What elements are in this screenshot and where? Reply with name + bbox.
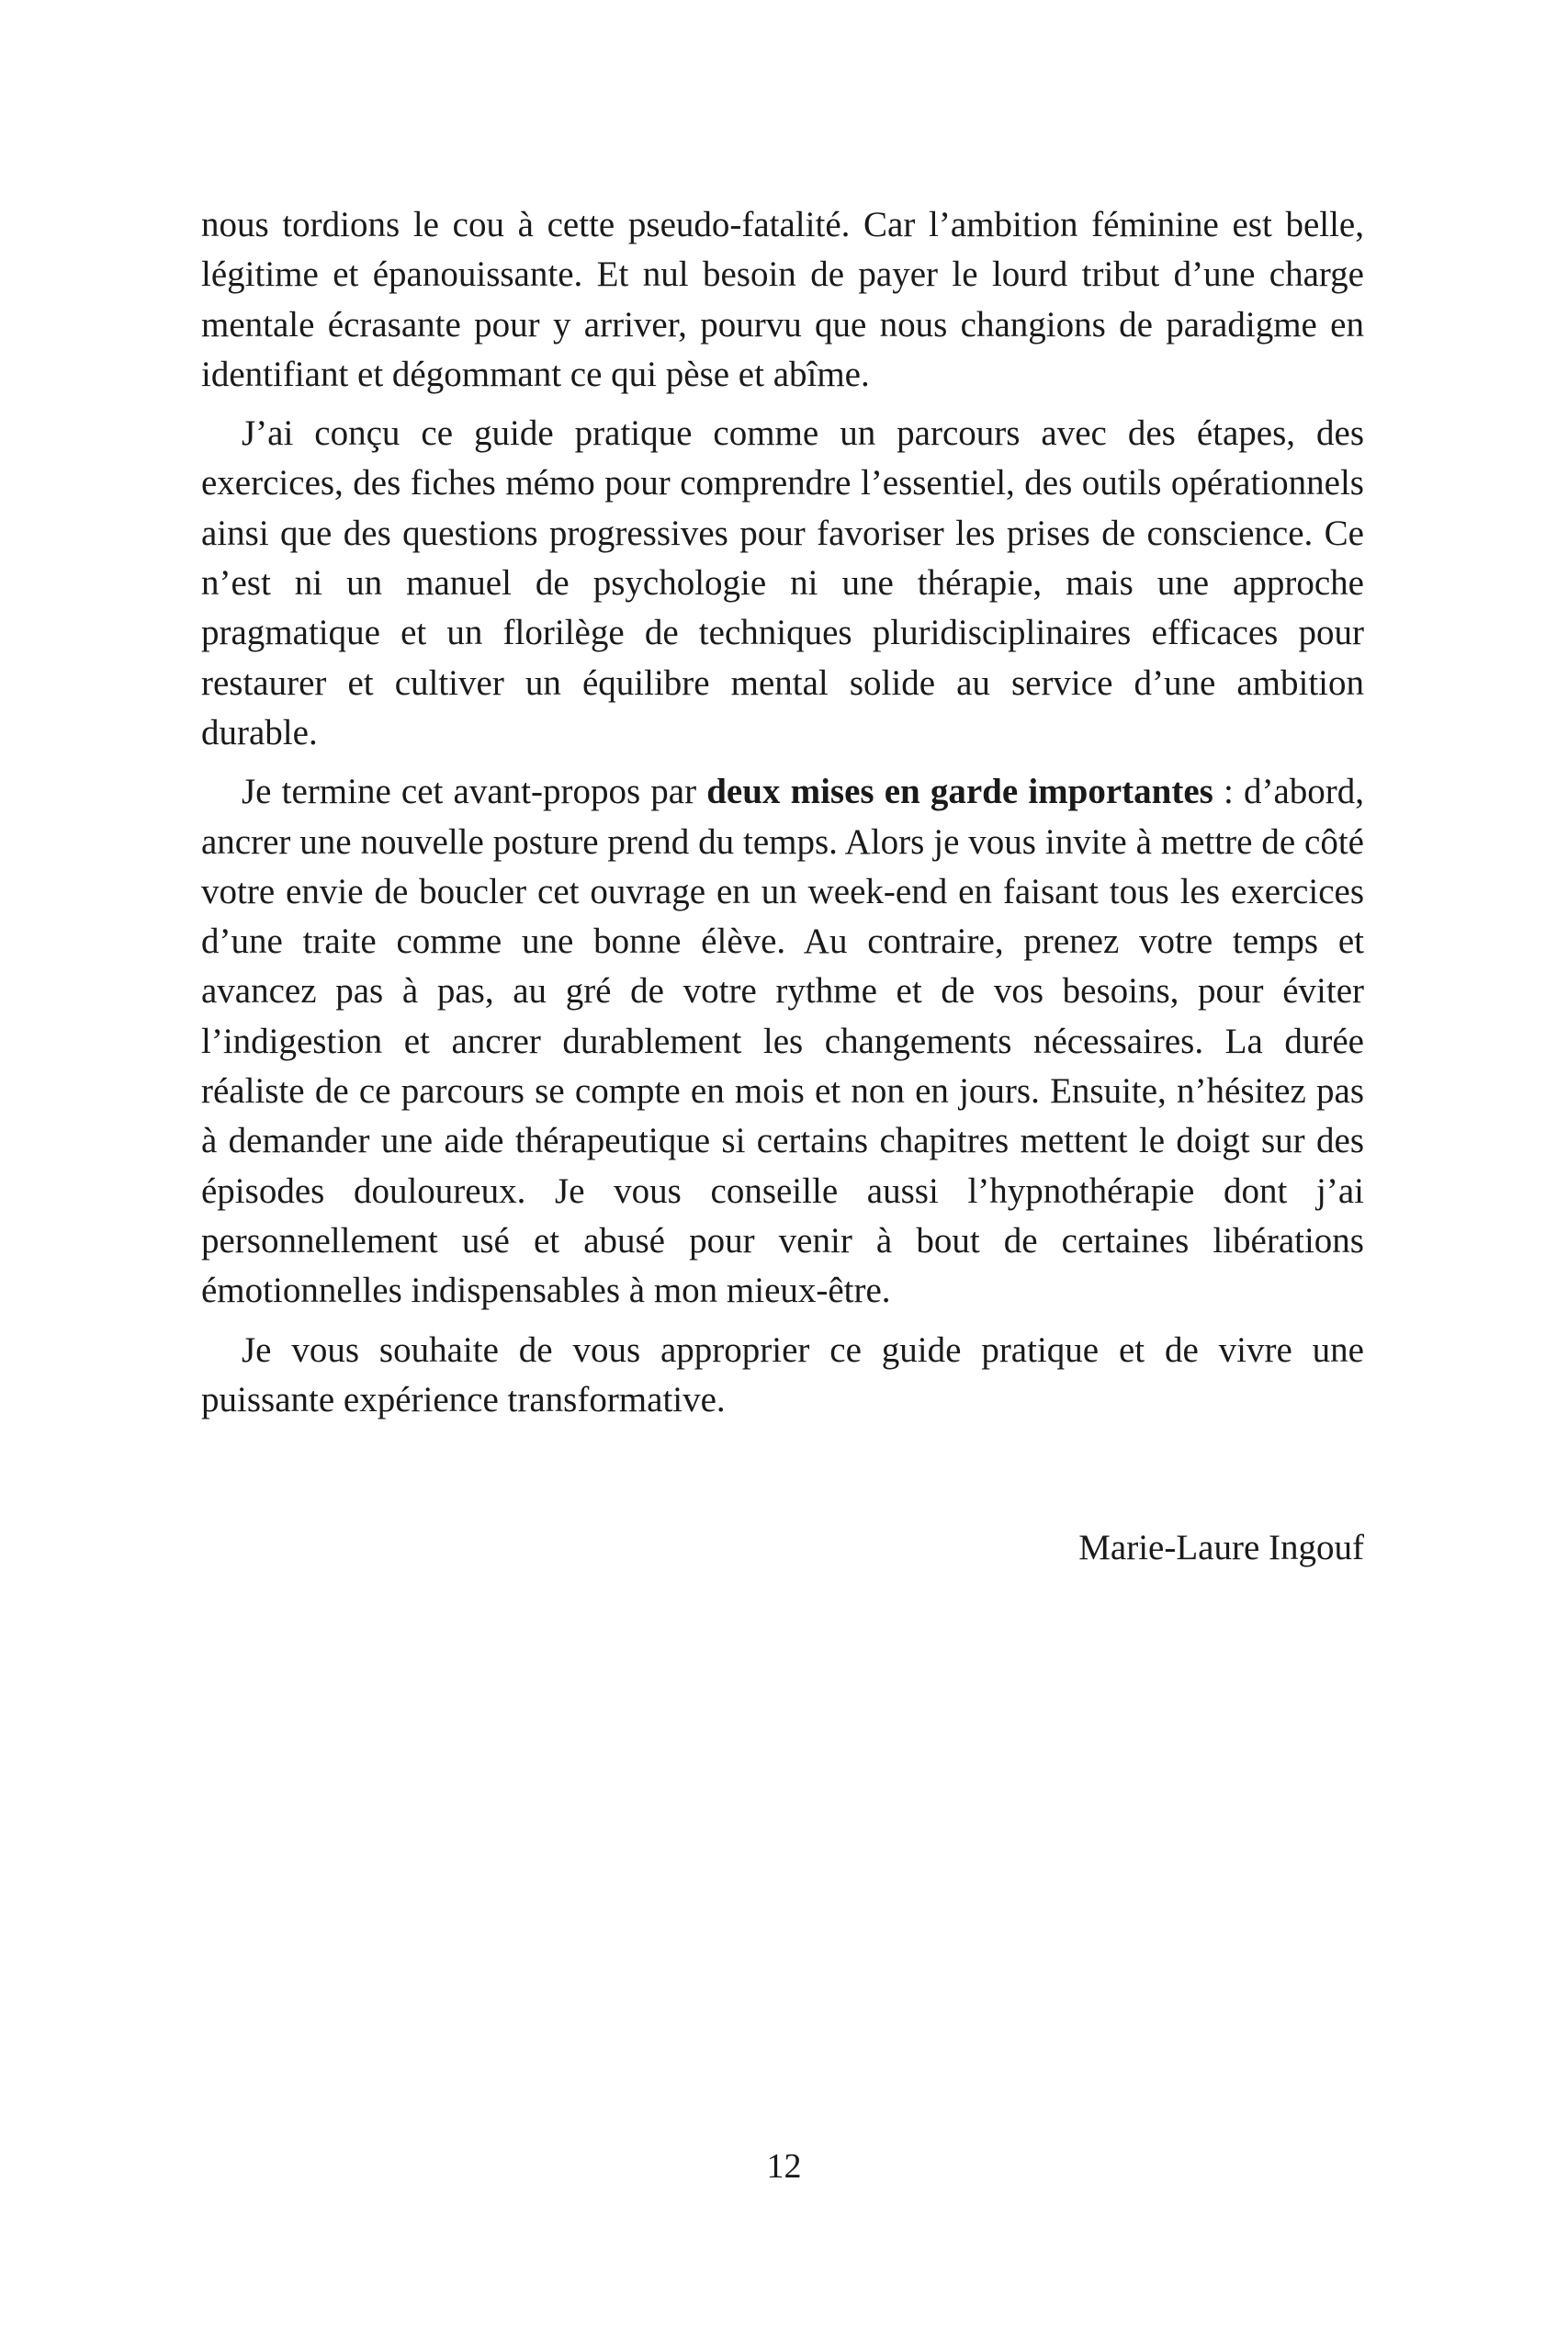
body-text — [201, 200, 1364, 1425]
paragraph-3 — [201, 767, 1364, 1316]
paragraph-3-intro: Je termine cet avant-propos par — [242, 772, 707, 812]
author-signature: Marie-Laure Ingouf — [1078, 1528, 1364, 1567]
paragraph-4: Je vous souhaite de vous approprier ce guide pratique et de vivre une puissante expérience transformative. — [201, 1329, 1364, 1419]
paragraph-3-bold-emphasis: deux mises en garde importantes — [706, 772, 1213, 812]
page-number: 12 — [766, 2147, 802, 2186]
paragraph-2: J’ai conçu ce guide pratique comme un parcours avec des étapes, des exercices, des fiches mémo pour comprendre l’essentiel, des outils opérationnels ainsi que des questions progressives pour favoriser les prises de conscience. Ce n’est ni un manuel de psychologie ni une thérapie, mais une approche pragmatique et un florilège de techniques pluridisciplinaires efficaces pour restaurer et cultiver un équilibre mental solide au service d’une ambition durable. — [201, 413, 1364, 752]
paragraph-1: nous tordions le cou à cette pseudo-fatalité. Car l’ambition féminine est belle, légitime et épanouissante. Et nul besoin de payer le lourd tribut d’une charge mentale écrasante pour y arriver, pourvu que nous changions de paradigme en identifiant et dégommant ce qui pèse et abîme. — [201, 205, 1364, 394]
paragraph-3-body: : d’abord, ancrer une nouvelle posture prend du temps. Alors je vous invite à mettre de côté votre envie de boucler cet ouvrage en un week-end en faisant tous les exercices d’une traite comme une bonne élève. Au contraire, prenez votre temps et avancez pas à pas, au gré de votre rythme et de vos besoins, pour éviter l’indigestion et ancrer durablement les changements nécessaires. La durée réaliste de ce parcours se compte en mois et non en jours. Ensuite, n’hésitez pas à demander une aide thérapeutique si certains chapitres mettent le doigt sur des épisodes douloureux. Je vous conseille aussi l’hypnothérapie dont j’ai personnellement usé et abusé pour venir à bout de certaines libérations émotionnelles indispensables à mon mieux-être. — [201, 772, 1364, 1311]
